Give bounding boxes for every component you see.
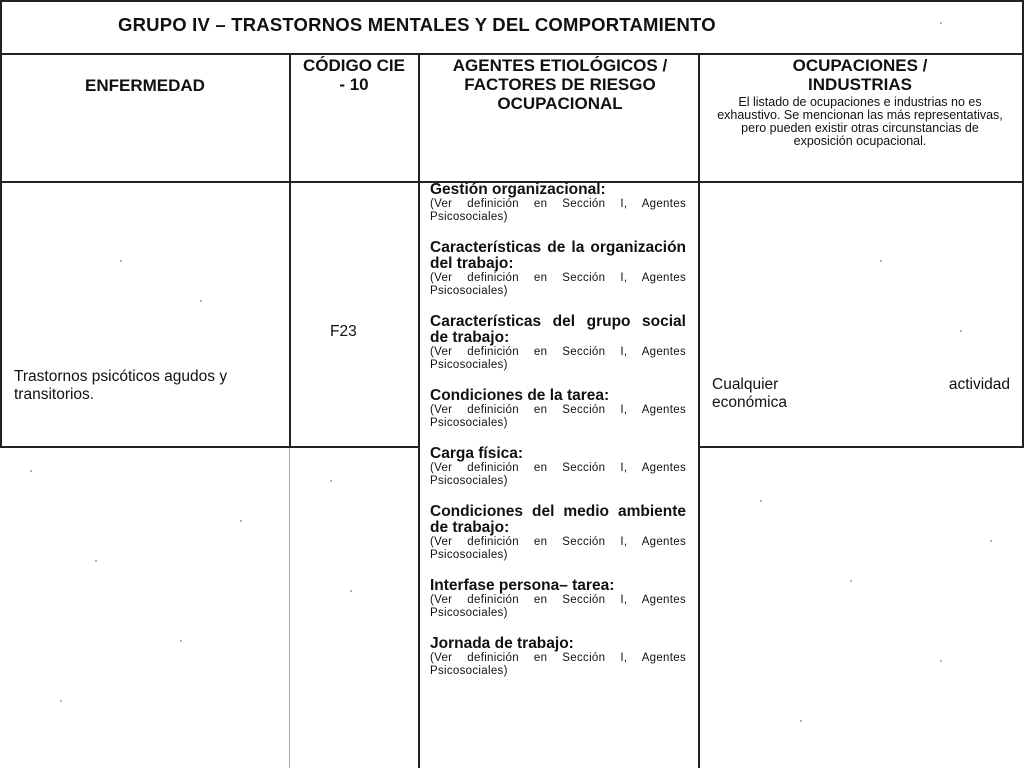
column-divider-1 — [289, 53, 291, 448]
risk-factor-item — [430, 240, 686, 298]
scan-speck — [60, 700, 62, 702]
scan-speck — [880, 260, 882, 262]
risk-factor-item — [430, 314, 686, 372]
occupations-line-2: económica — [712, 394, 787, 411]
risk-factor-item — [430, 182, 686, 224]
scan-speck — [760, 500, 762, 502]
risk-factor-item — [430, 446, 686, 488]
scan-speck — [960, 330, 962, 332]
scan-speck — [240, 520, 242, 522]
risk-factor-description: (Ver definición en Sección I, Agentes Psicosociales) — [430, 346, 686, 371]
scan-speck — [120, 260, 122, 262]
table-top-border — [0, 0, 1024, 2]
scan-speck — [350, 590, 352, 592]
scan-speck — [800, 720, 802, 722]
risk-factor-item — [430, 388, 686, 430]
scan-speck — [850, 580, 852, 582]
occupations-text — [712, 376, 1010, 412]
disease-name: Trastornos psicóticos agudos y transitorios. — [14, 368, 228, 403]
risk-factor-title: Carga física: — [430, 445, 524, 462]
cie10-code: F23 — [330, 323, 357, 340]
risk-factor-title: Condiciones de la tarea: — [430, 387, 610, 404]
risk-factor-description: (Ver definición en Sección I, Agentes Psicosociales) — [430, 594, 686, 619]
risk-factor-title: Interfase persona– tarea: — [430, 577, 615, 594]
scan-speck — [180, 640, 182, 642]
scan-speck — [200, 300, 202, 302]
column-divider-2 — [418, 53, 420, 768]
scan-speck — [30, 470, 32, 472]
risk-factor-title: Características del grupo social de trabajo: — [430, 313, 686, 346]
header-occupations-note: El listado de ocupaciones e industrias no es exhaustivo. Se mencionan las más representativas, pero pueden existir otras circunstancias de exposición ocupacional. — [717, 95, 1003, 148]
risk-factor-description: (Ver definición en Sección I, Agentes Psicosociales) — [430, 272, 686, 297]
risk-factor-description: (Ver definición en Sección I, Agentes Psicosociales) — [430, 652, 686, 677]
header-agents: AGENTES ETIOLÓGICOS / FACTORES DE RIESGO OCUPACIONAL — [452, 56, 668, 113]
table-left-border — [0, 0, 2, 448]
row-bottom-border — [0, 446, 418, 448]
column-divider-3 — [698, 53, 700, 768]
header-code: CÓDIGO CIE - 10 — [302, 56, 405, 94]
risk-factor-description: (Ver definición en Sección I, Agentes Psicosociales) — [430, 462, 686, 487]
row-bottom-border-right — [698, 446, 1024, 448]
risk-factor-title: Gestión organizacional: — [430, 181, 606, 198]
risk-factor-description: (Ver definición en Sección I, Agentes Psicosociales) — [430, 536, 686, 561]
column-divider-1-lower — [289, 448, 290, 768]
scan-speck — [940, 660, 942, 662]
header-disease: ENFERMEDAD — [85, 76, 205, 95]
occupations-line-1: Cualquier actividad — [712, 376, 1010, 393]
scan-speck — [940, 22, 942, 24]
risk-factor-title: Jornada de trabajo: — [430, 635, 574, 652]
title-bottom-border — [0, 53, 1024, 55]
risk-factor-title: Características de la organización del trabajo: — [430, 239, 686, 272]
header-occupations — [712, 56, 1008, 148]
risk-factor-title: Condiciones del medio ambiente de trabajo: — [430, 503, 686, 536]
scan-speck — [990, 540, 992, 542]
risk-factor-list — [430, 182, 686, 694]
header-occupations-title: OCUPACIONES / INDUSTRIAS — [792, 56, 928, 94]
risk-factor-item — [430, 504, 686, 562]
risk-factor-description: (Ver definición en Sección I, Agentes Psicosociales) — [430, 198, 686, 223]
risk-factor-description: (Ver definición en Sección I, Agentes Psicosociales) — [430, 404, 686, 429]
scan-speck — [330, 480, 332, 482]
table-title: GRUPO IV – TRASTORNOS MENTALES Y DEL COMPORTAMIENTO — [118, 14, 716, 35]
risk-factor-item — [430, 578, 686, 620]
risk-factor-item — [430, 636, 686, 678]
scan-speck — [95, 560, 97, 562]
